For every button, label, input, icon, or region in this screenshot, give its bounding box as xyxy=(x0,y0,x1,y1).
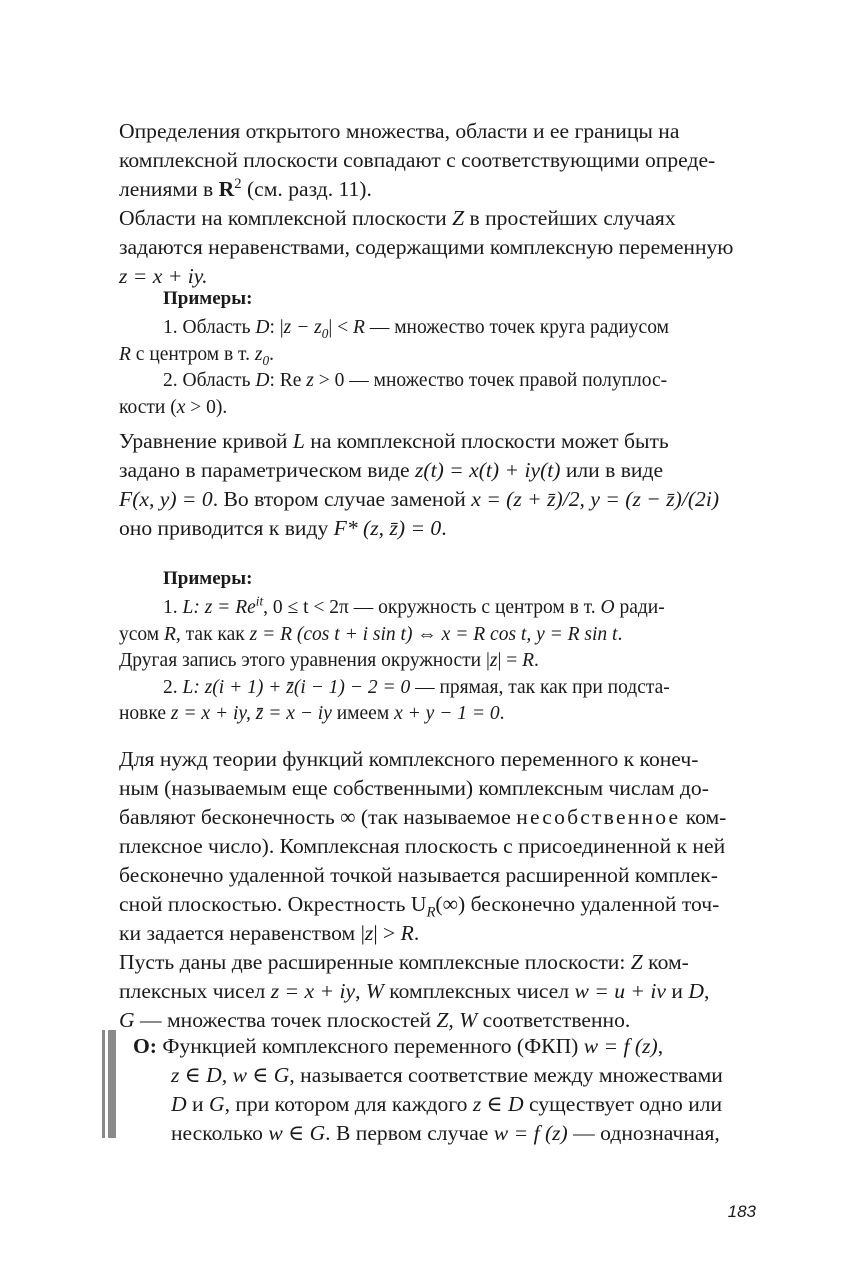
example-item-continued: новке z = x + iy, z̄ = x − iy имеем x + y − 1 = 0. xyxy=(119,703,505,724)
example-item-continued: кости (x > 0). xyxy=(119,396,228,418)
text-line: плексных чисел z = x + iy, W комплексных чисел w = u + iv и D, xyxy=(119,979,710,1003)
paragraph-curve-equation xyxy=(119,427,756,543)
text-line: лениями в $R^2$ (см. разд. 11). xyxy=(119,175,372,201)
paragraph-regions xyxy=(119,204,756,291)
superscript: 2 xyxy=(234,175,242,192)
text-line: Определения открытого множества, области и ее границы на xyxy=(119,119,680,143)
text-line: ным (называемым еще собственными) комплексным числам до- xyxy=(119,776,709,800)
examples-block-2 xyxy=(163,568,718,590)
text-line: оно приводится к виду F* (z, z̄) = 0. xyxy=(119,516,447,540)
text-line: плексное число). Комплексная плоскость с присоединенной к ней xyxy=(119,834,726,858)
spaced-term: несобственное xyxy=(516,805,681,829)
bar xyxy=(102,1030,105,1138)
formula: z = x + iy. xyxy=(119,264,208,288)
text-line: задано в параметрическом виде z(t) = x(t) + iy(t) или в виде xyxy=(119,458,664,482)
text-line: задаются неравенствами, содержащими комплексную переменную xyxy=(119,235,734,259)
example-item: 1. L: $z = Re^{it}$, 0 ≤ t < 2π — окружность с центром в т. O ради- xyxy=(163,593,665,618)
text-line: Для нужд теории функций комплексного переменного к конеч- xyxy=(119,747,699,771)
text-line: бесконечно удаленной точкой называется расширенной комплек- xyxy=(119,863,718,887)
examples-heading: Примеры: xyxy=(163,288,253,309)
bar xyxy=(108,1030,116,1138)
page-number: 183 xyxy=(727,1202,756,1221)
examples-block-1 xyxy=(163,288,718,310)
text-line: бавляют бесконечность ∞ (так называемое несобственное ком- xyxy=(119,805,727,829)
examples-list-2 xyxy=(119,595,719,728)
text-line: ки задается неравенством |z| > R. xyxy=(119,921,420,945)
definition-label: О: xyxy=(133,1034,157,1058)
text-line: F(x, y) = 0. Во втором случае заменой x = (z + z̄)/2, y = (z − z̄)/(2i) xyxy=(119,487,720,511)
paragraph-definitions xyxy=(119,117,756,204)
text-line: Области на комплексной плоскости Z в простейших случаях xyxy=(119,206,676,230)
text-line: Пусть даны две расширенные комплексные плоскости: Z ком- xyxy=(119,950,689,974)
definition-margin-bars xyxy=(102,1030,116,1138)
text-line: О: Функцией комплексного переменного (ФКП) w = f (z), xyxy=(133,1034,664,1058)
text-line: G — множества точек плоскостей Z, W соответственно. xyxy=(119,1008,631,1032)
text-line: сной плоскостью. Окрестность $U_R(\infty)$ бесконечно удаленной точ- xyxy=(119,892,720,921)
definition-block xyxy=(133,1032,756,1148)
example-item-continued: усом R, так как z = R (cos t + i sin t) ⇔ x = R cos t, y = R sin t. xyxy=(119,623,623,645)
text-line: Уравнение кривой L на комплексной плоскости может быть xyxy=(119,429,669,453)
example-item-continued: R с центром в т. $z_0$. xyxy=(119,343,274,368)
examples-heading: Примеры: xyxy=(163,568,253,589)
text-line: несколько w ∈ G. В первом случае w = f (z) — однозначная, xyxy=(171,1121,720,1145)
examples-list-1 xyxy=(119,315,719,421)
example-item-continued: Другая запись этого уравнения окружности |z| = R. xyxy=(119,650,539,671)
text-line: D и G, при котором для каждого z ∈ D существует одно или xyxy=(171,1092,723,1116)
paragraph-two-planes xyxy=(119,948,756,1035)
paragraph-extended-plane xyxy=(119,745,756,948)
example-item: 2. L: z(i + 1) + z̄(i − 1) − 2 = 0 — прямая, так как при подста- xyxy=(163,676,670,698)
example-item: 1. Область D: $|z - z_0| < R$ — множество точек круга радиусом xyxy=(163,317,669,341)
text-line: z ∈ D, w ∈ G, называется соответствие между множествами xyxy=(171,1063,723,1087)
r-symbol: R xyxy=(218,177,235,201)
example-item: 2. Область D: Re z > 0 — множество точек правой полуплос- xyxy=(163,370,668,391)
text-line: комплексной плоскости совпадают с соответствующими опреде- xyxy=(119,148,716,172)
